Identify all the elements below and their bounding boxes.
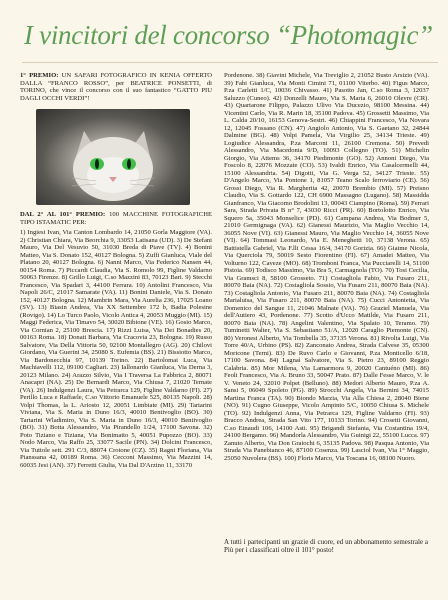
green-eyed-cat-photo — [36, 109, 190, 205]
winners-list-left: 1) Ingiesi Ivan, Via Canton Lombardo 14, 21050 Gorla Maggiore (VA). 2) Christian Chiara, Via Beorchia 9, 33053 Latisana (UD). 3) De Stefani Mauro, Via Del Vesuvio 50, 31030 Breda di Piave (TV). 4) Bonini Matteo, Via S. Donato 152, 40127 Bologna. 5) Zuffi Gianluca, Viale del Platano 20, 40127 Bologna. 6) Nanni Marco, Via Federico Nansen 44, 00154 Roma. 7) Piccardi Claudia, Via S. Romolo 99, Figline Valdarno 50063 Firenze. 8) Grillo Luigi, C.so Mazzini 83, 70123 Bari. 9) Stecchi Francesco, Via Spadari 3, 44100 Ferrara. 10) Antolini Francesco, Via Napoli 26/C, 21017 Samarate (VA). 11) Bonini Daniele, Via S. Donato 152, 40127 Bologna. 12) Mambrin Mara, Via Aurelia 236, 17025 Loano (SV). 13) Biasin Andrea, Via XX Settembre 172 b, Badia Polesine (Rovigo). 14) Lo Turco Paolo, Vicolo Antica 4, 20053 Muggio (MI). 15) Maggi Federica, Via Timavo 54, 30020 Bibione (VE). 16) Gosio Marco, Via Cornian 2, 25100 Brescia. 17) Rizzi Luisa, Via Dei Bonadies 20, 00163 Roma. 18) Donati Barbara, Via Cracovia 23, Bologna. 19) Russo Salvatore, Via Della Vittoria 50, 92100 Montallegro (AG). 20) Chilovi Giordano, Via Guerini 34, 25080 S. Eufemia (BS). 21) Bissiotto Marco, Via Bardonecchia 97, 10139 Torino. 22) Bartolomai Luca, Via Machiavelli 112, 09100 Cagliari. 23) Iallonardo Gianluca, Via Derna 3, 20123 Milano. 24) Arazzo Silvio, Via I Traversa La Fabbrica 2, 80071 Anacapri (NA). 25) De Bernardi Marco, Via Chiusa 7, 21020 Ternate (VA). 26) Indulgenzi Laura, Via Petrarca 129, Figline Valdarno (FI). 27) Perillo Luca e Raffaele, C.so Vittorio Emanuele 525, 80135 Napoli. 28) Volpi Thomas, la L. Ariosto 12, 20051 Limbiate (MI). 29) Tartarini Viviana, Via S. Maria in Duno 16/3, 40010 Bentivoglio (BO). 30) Tartarini Wladimiro, Via S. Maria in Duno 16/3, 40010 Bentivoglio (BO). 31) Botta Alessandro, Via Pirandello 1/24, 17100 Savona. 32) Poto Tiziano e Tiziana, Via Bonimatto 5, 40051 Pupozzo (BO). 33) Nodo Marco, Via Raffo 25, 33077 Sacile (PN). 34) Dolcini Francesco, Via Tuttole sett. 291 C/3, 88074 Crotone (CZ). 35) Ragni Floriana, Via Pianssana 42, 00189 Roma. 36) Cecconi Massimo, Via Mazzini 14, 60035 Jesi (AN). 37) Ferretti Giulia, Via Dal D'Arzino 11, 33170 — [20, 229, 212, 469]
second-prize-heading: DAL 2° AL 101° PREMIO: — [20, 211, 106, 218]
title-divider — [22, 62, 438, 63]
left-column — [20, 72, 212, 592]
second-prize-paragraph — [20, 211, 212, 226]
page-title: I vincitori del concorso “Photomagic” — [24, 20, 433, 50]
first-prize-description: UN SAFARI FOTOGRAFICO IN KENIA OFFERTO DALLA “FRANCO ROSSO”, per BEATRICE PONSETTI, di TORINO, che vince il concorso con il suo fantastico “GATTO PIU DAGLI OCCHI VERDI”! — [20, 72, 212, 102]
right-column — [224, 72, 429, 527]
closing-note: A tutti i partecipanti un grazie di cuore, ed un abbonamento semestrale a Più per i classificati oltre il 101° posto! — [224, 538, 428, 555]
first-prize-heading: 1° PREMIO: — [20, 72, 59, 79]
first-prize-paragraph — [20, 72, 212, 102]
second-prize-description: 100 MACCHINE FOTOGRAFICHE TIPO ISTAMATIC PER: — [20, 211, 212, 226]
cat-illustration — [36, 109, 190, 205]
winners-list-right: Pordenone. 38) Giavini Michele, Via Treviglio 2, 21052 Busto Arsizio (VA). 39) Fabi Gianluca, Via Monti Cimini 71, 01100 Viterbo. 40) Figus Marco, P.za Carletti 1/C, 10036 Chivasso. 41) Pasotto Jan, C.so Roma 3, 12037 Saluzzo (Cuneo). 42) Donzelli Mauro, Via S. Maria 6, 26010 Olevre (CR). 43) Quartarone Filippo, Palazzo Ulivo Via Ducezio, 98100 Messina. 44) Vicentini Carlo, Via R. Marin 18, 35100 Padova. 45) Grossetti Massimo, Via L. Calda 20/10, 16153 Genova-Sestri. 46) Chiappini Francesco, Via Novara 12, 12045 Fossano (CN). 47) Angiolo Antonio, Via S. Gaetano 32, 24844 Dalmine (BG). 48) Volpi Pamela, Via Virgilio 25, 34134 Trieste. 49) Logiudice Alessandra, P.za Marconi 11, 26100 Cremona. 50) Prevedi Alessandro, Via Macedonia 9/D, 10093 Collegno (TO). 51) Michelin Giorgio, Via Attems 36, 34170 Piedimonte (GO). 52) Annoni Diego, Via Foscolo 8, 22076 Mozzate (CO). 53) Ivaldi Enrico, Via Casalcermelli 44, 15100 Alessandria. 54) Digotti, Via G. Verga 52, 34127 Trieste. 55) D'Angelo Marco, Via Pontone 1, 81057 Teano Scalo ferroviario (CE). 56) Grossi Diego, Via R. Margherita 42, 20070 Brembio (MI). 57) Preisno Claudio, Via S. Gottardo 122, CH 6900 Massagno (Lugano). 58) Massidda Gianfranco, Via Giacomo Brodolini 13, 00043 Ciampino (Roma). 59) Ferrari Sara, Strada Privata B n° 7, 43030 Ricci (PR). 60) Bortolotto Enrico, Via Squero 5a, 35043 Monselice (PD). 61) Campana Andrea, Via Bodmer 5, 21010 Germignaga (VA). 62) Gianessi Maurizio, Via Maglio Vecchio 14, 36055 Nove (VI). 63) Gianessi Mauro, Via Maglio Vecchio 14, 36055 Nove (VI). 64) Tommasi Leonardo, Via E. Meneghetti 10, 37138 Verona. 65) Battistella Gabriel, Via F.lli Cessa 16/4, 34170 Gorizia. 66) Giaime Nicola, Via Querciola 79, 50019 Sesto Fiorentino (FI). 67) Amadei Matteo, Via Volturno 122, Caveze (MO). 68) Tromboni Franca, Via Pucciarelli 14, 51100 Pistoia. 69) Todisco Massimo, Via Bra 5, Carmagnola (TO). 70) Tosi Cecilia, Via Gramsci 8, 58100 Grosseto. 71) Costagliola Fabio, Via Fusaro 211, 80070 Baia (NA). 72) Costagliola Sossio, Via Fusaro 211, 80070 Baia (NA). 73) Costagliola Antonio, Via Fusaro 211, 80070 Baia (NA). 74) Costagliola Marialuisa, Via Fusaro 211, 80070 Baia (NA). 75) Cucci Antonietta, Via Domenico del Sangue 11, 21046 Malnate (VA). 76) Graziel Manuela, Via dell'Autiero 43, Pordenone. 77) Scotto d'Ucco Matilde, Via Fusaro 211, 80070 Baia (NA). 78) Angelini Valentino, Via Spalato 10, Teramo. 79) Tuminetti Walter, Via S. Sebastiano 51/A, 12020 Caraglio Piemonte (CN). 80) Veronesi Alberto, Via Tombella 35, 37135 Verona. 81) Rivolta Luigi, Via Torre 40/A, Urbino (PS). 82) Zanconato Andrea, Strada Calvese 35, 05300 Moricone (Terni). 83) De Ruvo Carlo e Giovanni, P.za Monticello 6/18, 17100 Savona. 84) Lagnaì Salvatore, Via S. Pietro 23, 89100 Reggio Calabria. 85) Mor Milena, Via Lamarmora 9, 20020 Cantuéno (MI). 86) Feoli Francesco, Via A. Bruno 33, 50047 Prato. 87) Dalle Fesse Marco, V. le V. Veneto 24, 32010 Polpet (Belluno). 88) Medori Alberto Mauro, P.za A. Sansi 5, 06049 Spoleto (PG). 89) Strocchi Angela, Via Bernini 34, 74015 Martina Franca (TA). 90) Biondo Marzia, Via Alla Chiesa 2, 28040 Biene (NO). 91) Cugno Giuseppe, Vicolo Ampinto 5/C, 10050 Chiusa S. Michele (TO). 92) Indulgenzi Anna, Via Petrarca 129, Figline Valdarno (FI). 93) Bracco Andrea, Strada San Vito 177, 10133 Torino. 94) Crosetti Giovanni, C.so Einaudi 106, 14100 Asti. 95) Brigandi Stefania, Via Costantina 19/4, 24100 Bergamo. 96) Mandorla Alessandro, Via Guinigi 22, 55100 Lucca. 97) Zanuto Alberto, Via Don Graiochi 6, 35135 Padova. 98) Pasqua Antonio, Via Strada Via Panebianco 46, 87100 Cosenza. 99) Lasciol Ivan, Via 1° Maggio, 25050 Nuvolera (BS). 100) Floris Marco, Via Toscana 16, 08100 Nuoro. — [224, 72, 429, 462]
